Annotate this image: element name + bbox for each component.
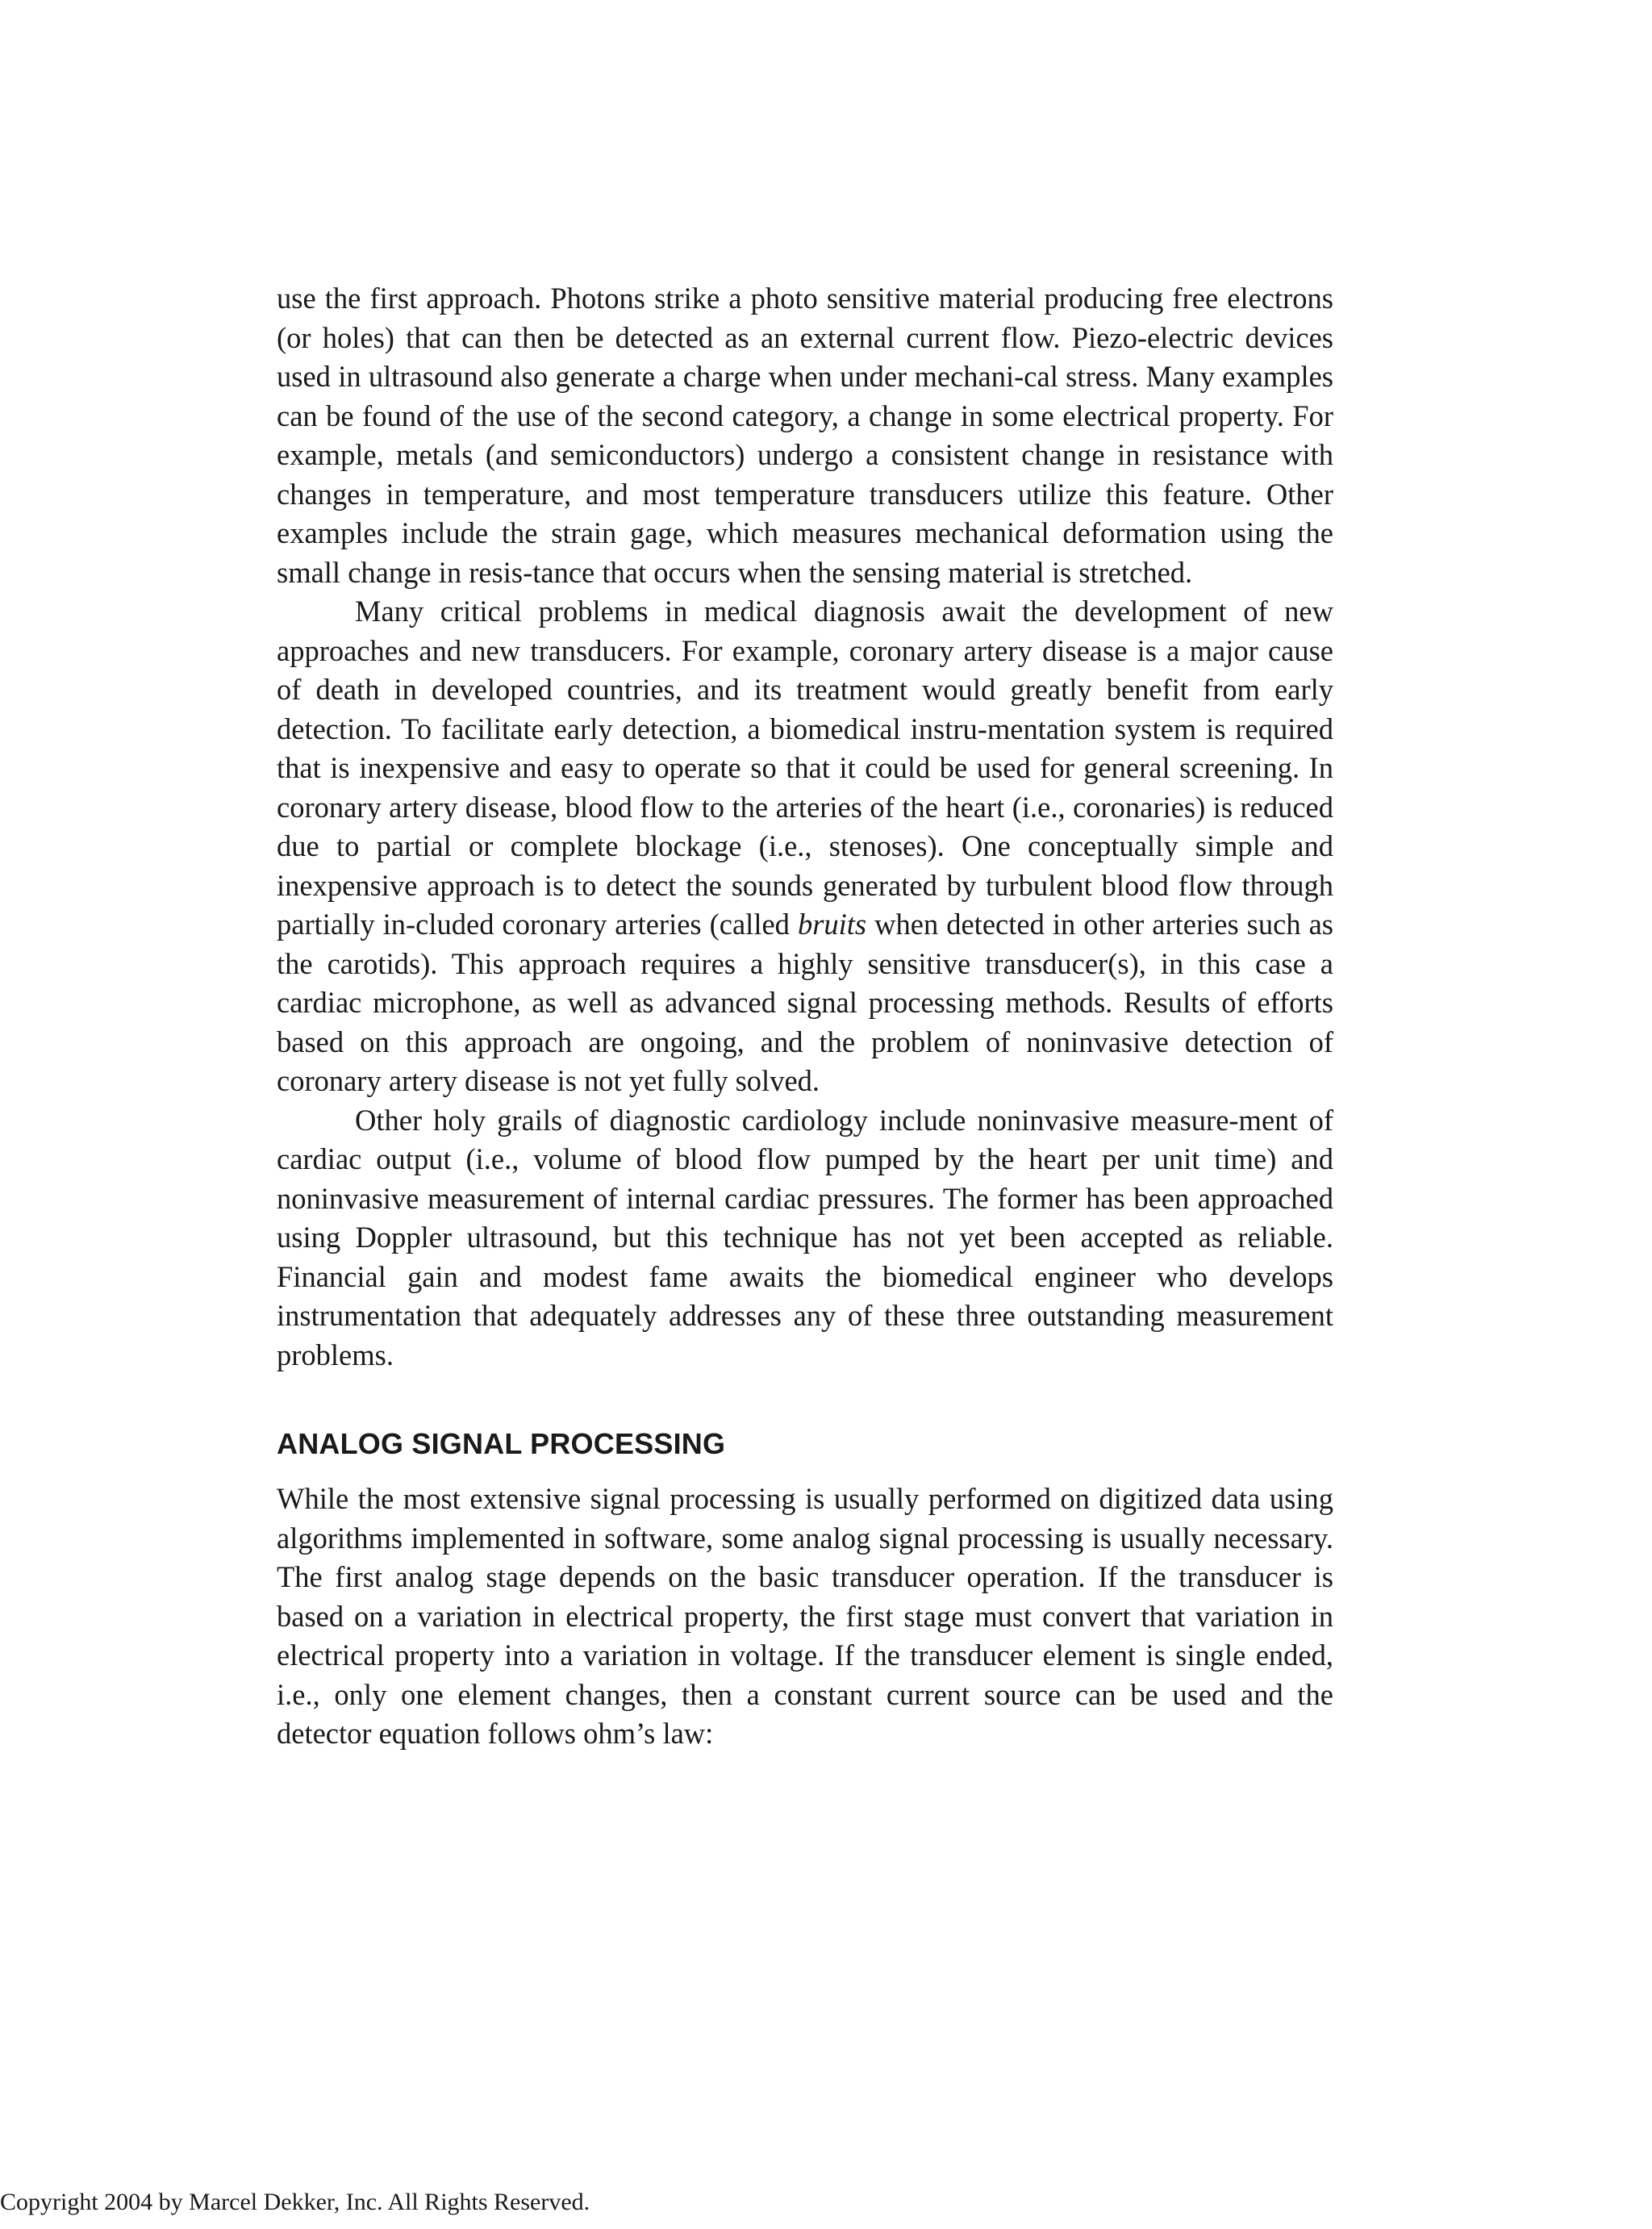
section-heading: ANALOG SIGNAL PROCESSING [277,1427,726,1460]
emphasis-bruits: bruits [797,908,867,941]
page-body [277,279,1333,1754]
paragraph-coronary-disease [277,592,1333,1101]
paragraph-transducer-types: use the first approach. Photons strike a photo sensitive material producing free electrons (or holes) that can then be detected as an external current flow. Piezo-electric devices used in ultrasound also generate a charge when under mechani-cal stress. Many examples can be found of the use of the second category, a change in some electrical property. For example, metals (and semiconductors) undergo a consistent change in resistance with changes in temperature, and most temperature transducers utilize this feature. Other examples include the strain gage, which measures mechanical deformation using the small change in resis-tance that occurs when the sensing material is stretched. [277,282,1333,589]
paragraph-coronary-text-2: when detected in other arteries such as the carotids). This approach requires a highly sensitive transducer(s), in this case a cardiac microphone, as well as advanced signal processing methods. Results of efforts based on this approach are ongoing, and the problem of noninvasive detection of coronary artery disease is not yet fully solved. [277,908,1333,1097]
copyright-footer: Copyright 2004 by Marcel Dekker, Inc. All Rights Reserved. [0,2189,590,2215]
paragraph-analog-processing: While the most extensive signal processing is usually performed on digitized data using algorithms implemented in software, some analog signal processing is usually necessary. The first analog stage depends on the basic transducer operation. If the transducer is based on a variation in electrical property, the first stage must convert that variation in electrical property into a variation in voltage. If the transducer element is single ended, i.e., only one element changes, then a constant current source can be used and the detector equation follows ohm’s law: [277,1482,1333,1750]
paragraph-cardiology: Other holy grails of diagnostic cardiology include noninvasive measure-ment of cardiac output (i.e., volume of blood flow pumped by the heart per unit time) and noninvasive measurement of internal cardiac pressures. The former has been approached using Doppler ultrasound, but this technique has not yet been accepted as reliable. Financial gain and modest fame awaits the biomedical engineer who develops instrumentation that adequately addresses any of these three outstanding measurement problems. [277,1103,1333,1371]
paragraph-coronary-text-1: Many critical problems in medical diagnosis await the development of new approaches and new transducers. For example, coronary artery disease is a major cause of death in developed countries, and its treatment would greatly benefit from early detection. To facilitate early detection, a biomedical instru-mentation system is required that is inexpensive and easy to operate so that it could be used for general screening. In coronary artery disease, blood flow to the arteries of the heart (i.e., coronaries) is reduced due to partial or complete blockage (i.e., stenoses). One conceptually simple and inexpensive approach is to detect the sounds generated by turbulent blood flow through partially in-cluded coronary arteries (called [277,595,1333,941]
